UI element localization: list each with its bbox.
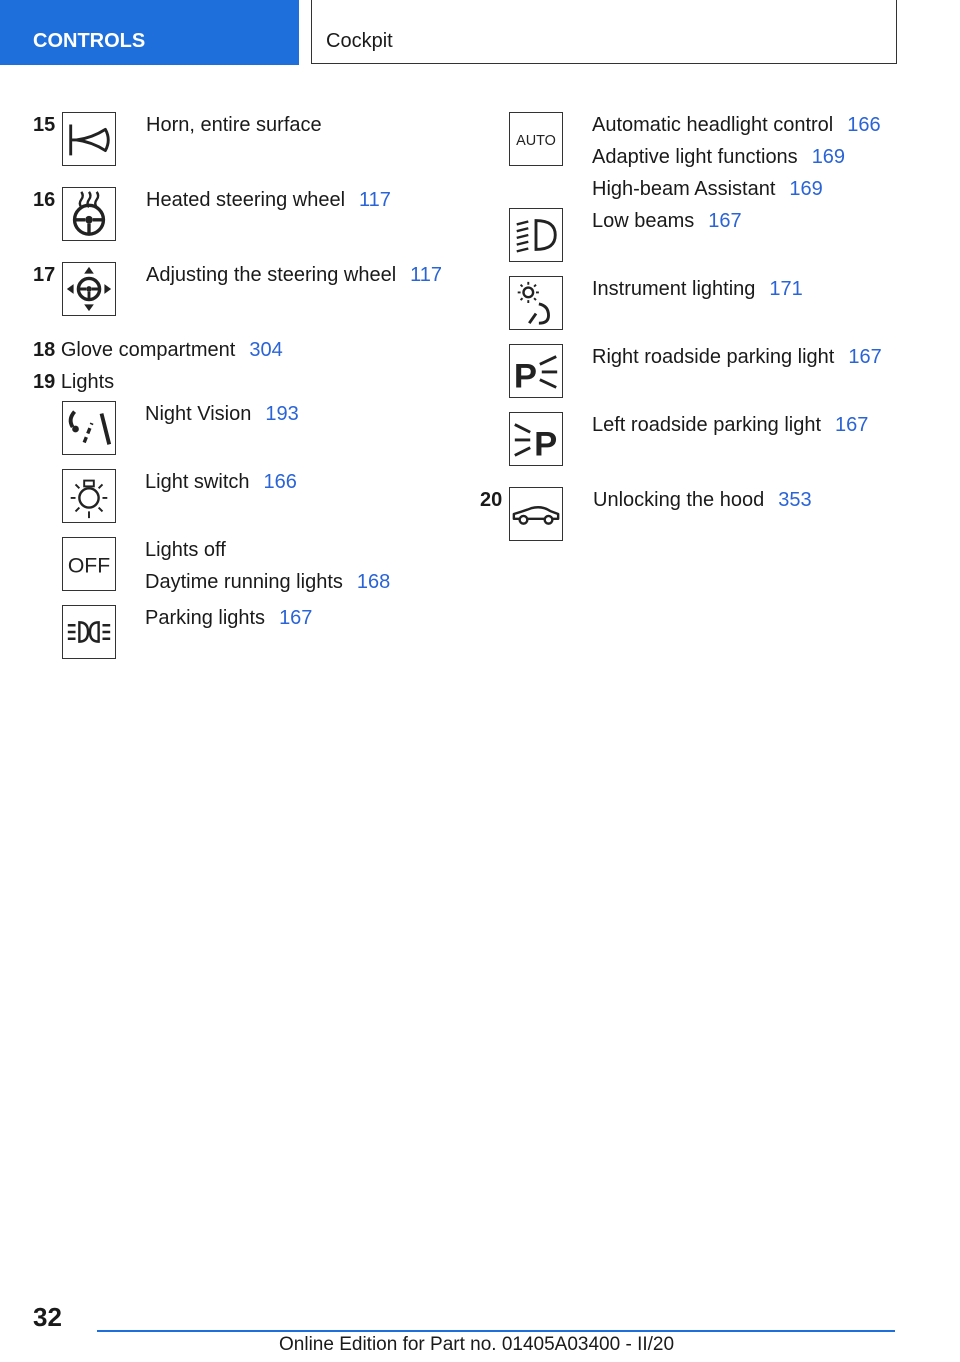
chapter-box (311, 0, 897, 64)
page-ref-link[interactable]: 171 (769, 278, 803, 300)
item-number-18: 18 (33, 339, 56, 361)
auto-icon-text: AUTO (516, 132, 556, 149)
page-ref-link[interactable]: 169 (789, 178, 823, 200)
page-ref-link[interactable]: 167 (708, 210, 742, 232)
chapter-title: Cockpit (326, 30, 393, 52)
heated-steering-wheel-icon (62, 187, 116, 241)
auto-headlight-label: Automatic headlight control 166 (592, 114, 881, 136)
item-label-17: Adjusting the steering wheel 117 (146, 264, 443, 286)
parking-lights-icon (62, 605, 116, 659)
page-number: 32 (33, 1302, 62, 1332)
left-parking-light-icon (509, 412, 563, 466)
auto-headlight-icon (509, 112, 563, 166)
page-ref-link[interactable]: 167 (279, 607, 313, 629)
page-ref-link[interactable]: 117 (359, 189, 391, 211)
night-vision-label: Night Vision 193 (145, 403, 299, 425)
page-ref-link[interactable]: 304 (249, 339, 283, 361)
item-number-20: 20 (480, 489, 503, 511)
lights-off-label: Lights off (145, 539, 226, 561)
footer-divider (97, 1330, 895, 1332)
p-icon-text: P (534, 425, 558, 464)
page-ref-link[interactable]: 117 (410, 264, 443, 286)
night-vision-icon (62, 401, 116, 455)
light-switch-label: Light switch 166 (145, 471, 297, 493)
item-label-16: Heated steering wheel 117 (146, 189, 391, 211)
right-parking-light-label: Right roadside parking light 167 (592, 346, 882, 368)
instrument-lighting-label: Instrument lighting 171 (592, 278, 803, 300)
item-number-17: 17 (33, 264, 56, 286)
off-icon-text: OFF (67, 554, 111, 578)
low-beams-label: Low beams 167 (592, 210, 742, 232)
section-title: CONTROLS (33, 30, 146, 52)
left-parking-light-label: Left roadside parking light 167 (592, 414, 869, 436)
light-switch-icon (62, 469, 116, 523)
horn-icon (62, 112, 116, 166)
right-parking-light-icon (509, 344, 563, 398)
item-label-15: Horn, entire surface (146, 114, 322, 136)
hood-unlock-icon (509, 487, 563, 541)
instrument-lighting-icon (509, 276, 563, 330)
section-tab (0, 0, 299, 65)
item-number-19: 19 (33, 371, 56, 393)
page-ref-link[interactable]: 166 (847, 114, 881, 136)
page-ref-link[interactable]: 193 (265, 403, 299, 425)
item-18: 18 Glove compartment 304 (33, 339, 283, 361)
item-number-15: 15 (33, 114, 56, 136)
item-19: 19 Lights (33, 371, 115, 393)
page-ref-link[interactable]: 167 (835, 414, 869, 436)
lights-off-icon (62, 537, 116, 591)
daytime-running-lights-label: Daytime running lights 168 (145, 571, 391, 593)
p-icon-text: P (513, 357, 537, 396)
page-ref-link[interactable]: 166 (263, 471, 297, 493)
low-beams-icon (509, 208, 563, 262)
footer-edition: Online Edition for Part no. 01405A03400 - II/20 (279, 1334, 675, 1355)
steering-adjust-icon (62, 262, 116, 316)
parking-lights-label: Parking lights 167 (145, 607, 313, 629)
hood-unlock-label: Unlocking the hood 353 (593, 489, 812, 511)
item-number-16: 16 (33, 189, 56, 211)
page-ref-link[interactable]: 353 (778, 489, 812, 511)
page-ref-link[interactable]: 168 (356, 571, 391, 593)
page-ref-link[interactable]: 167 (848, 346, 882, 368)
adaptive-light-label: Adaptive light functions 169 (592, 146, 846, 168)
page-ref-link[interactable]: 169 (811, 146, 846, 168)
high-beam-assistant-label: High-beam Assistant 169 (592, 178, 823, 200)
